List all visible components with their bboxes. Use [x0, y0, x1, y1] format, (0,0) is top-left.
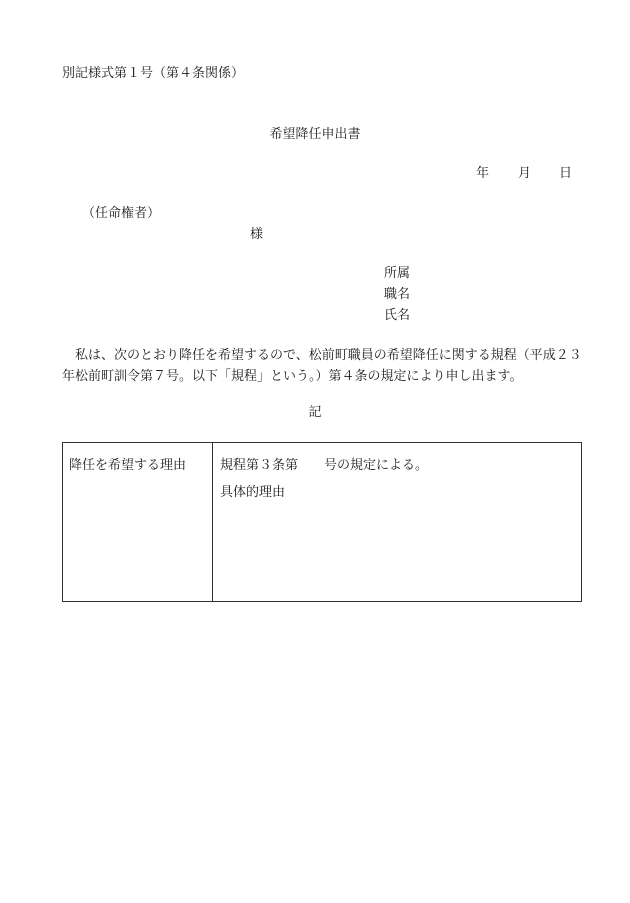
reason-label-cell [63, 443, 213, 601]
record-table [62, 442, 582, 602]
article-suffix: 号の規定による。 [324, 458, 429, 473]
statement-paragraph [62, 345, 582, 387]
date-day-label: 日 [559, 166, 573, 181]
article-reference-line [220, 459, 581, 472]
specific-reason-label: 具体的理由 [220, 485, 286, 500]
record-heading: 記 [308, 405, 322, 420]
date-month-label: 月 [518, 166, 532, 181]
article-prefix: 規程第３条第 [220, 458, 299, 473]
date-year-label: 年 [476, 166, 490, 181]
department-label: 所属 [384, 266, 411, 281]
honorific-sama: 様 [250, 227, 264, 242]
statement-text: 私は、次のとおり降任を希望するので、松前町職員の希望降任に関する規程（平成２３年松前町訓令第７号。以下「規程」という。）第４条の規定により申し出ます。 [62, 348, 582, 384]
appointer-label: （任命権者） [82, 206, 161, 221]
reason-label: 降任を希望する理由 [69, 458, 187, 473]
document-title: 希望降任申出書 [269, 127, 361, 142]
form-number: 別記様式第１号（第４条関係） [62, 66, 245, 81]
reason-content-cell[interactable] [213, 443, 581, 601]
name-label: 氏名 [384, 308, 411, 323]
position-label: 職名 [384, 287, 411, 302]
